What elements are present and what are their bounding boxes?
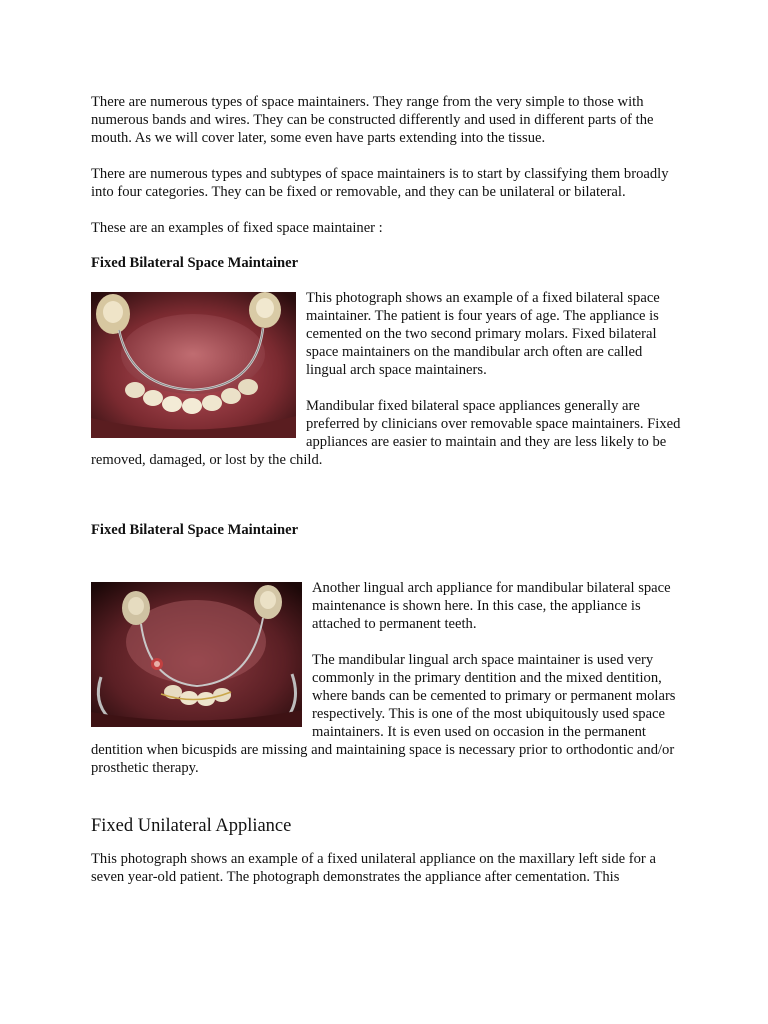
document-body — [91, 93, 681, 886]
section-3-heading: Fixed Unilateral Appliance — [91, 816, 292, 836]
lingual-arch-primary-molars-photo — [91, 292, 296, 438]
intro-paragraph-1: There are numerous types of space maintainers. They range from the very simple to those with numerous bands and wires. They can be constructed differently and used in different parts of the mouth. As we will cover later, some even have parts extending into the tissue. — [91, 94, 654, 146]
section-1-heading: Fixed Bilateral Space Maintainer — [91, 255, 299, 271]
section-2-heading: Fixed Bilateral Space Maintainer — [91, 522, 299, 538]
photo-2-illustration — [91, 582, 302, 727]
section-1-paragraph-1: This photograph shows an example of a fixed bilateral space maintainer. The patient is four years of age. The appliance is cemented on the two second primary molars. Fixed bilateral space maintainers on the mandibular arch often are called lingual arch space maintainers. — [306, 290, 660, 378]
section-3-paragraph-1: This photograph shows an example of a fixed unilateral appliance on the maxillary left side for a seven year-old patient. The photograph demonstrates the appliance after cementation. This — [91, 851, 656, 885]
intro-paragraph-2: There are numerous types and subtypes of space maintainers is to start by classifying them broadly into four categories. They can be fixed or removable, and they can be unilateral or bilateral. — [91, 166, 669, 200]
section-2-paragraph-1: Another lingual arch appliance for mandibular bilateral space maintenance is shown here. In this case, the appliance is attached to permanent teeth. — [312, 580, 671, 632]
intro-paragraph-3: These are an examples of fixed space maintainer : — [91, 220, 383, 236]
section-1-paragraph-2: Mandibular fixed bilateral space appliances generally are preferred by clinicians over removable space maintainers. Fixed appliances are easier to maintain and they are less likely to be removed, damaged, or lost by the child. — [91, 398, 681, 468]
photo-1-illustration — [91, 292, 296, 438]
section-2-paragraph-2: The mandibular lingual arch space maintainer is used very commonly in the primary dentition and the mixed dentition, where bands can be cemented to primary or permanent molars respectively. This is one of the most ubiquitously used space maintainers. It is even used on occasion in the permanent dentition when bicuspids are missing and maintaining space is necessary prior to orthodontic and/or prosthetic therapy. — [91, 652, 676, 776]
lingual-arch-permanent-teeth-photo — [91, 582, 302, 727]
